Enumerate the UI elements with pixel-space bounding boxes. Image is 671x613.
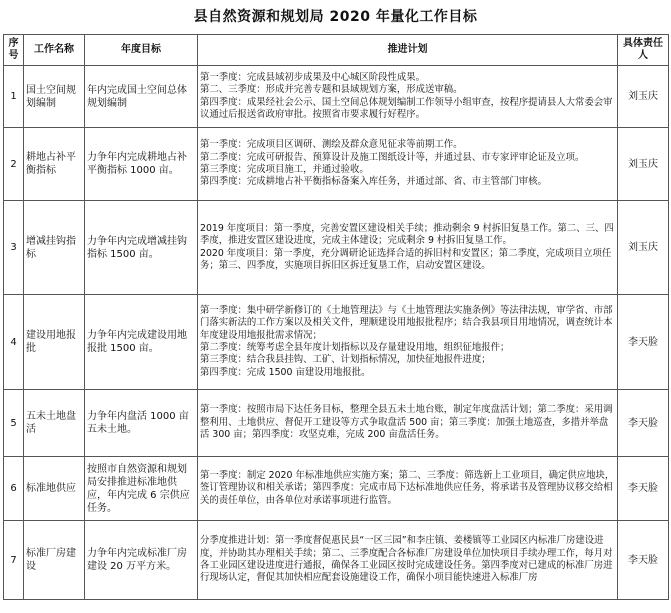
cell-no: 1 bbox=[4, 66, 24, 128]
cell-person: 刘玉庆 bbox=[618, 66, 669, 128]
cell-plan: 第一季度：完成县域初步成果及中心城区阶段性成果。 第二、三季度：形成并完善专题和县域规划方案，形成送审稿。 第四季度：成果经社会公示、国土空间总体规划编制工作领导小组审查，按程序提请县人大常委会审议通过后报送省政府审批。按照省市要求履行好程序。 bbox=[198, 66, 618, 128]
cell-goal: 力争年内完成增减挂钩指标 1500 亩。 bbox=[85, 201, 198, 295]
cell-goal: 按照市自然资源和规划局安排推进标准地供应，年内完成 6 宗供应任务。 bbox=[85, 457, 198, 521]
table-row bbox=[4, 390, 669, 457]
cell-person: 李天脸 bbox=[618, 295, 669, 390]
page-title: 县自然资源和规划局 2020 年量化工作目标 bbox=[193, 9, 478, 25]
header-name: 工作名称 bbox=[24, 35, 85, 66]
cell-goal: 力争年内完成标准厂房建设 20 万平方米。 bbox=[85, 521, 198, 600]
header-no: 序号 bbox=[4, 35, 24, 66]
cell-goal: 力争年内完成建设用地报批 1500 亩。 bbox=[85, 295, 198, 390]
work-target-table bbox=[3, 34, 669, 600]
cell-person: 刘玉庆 bbox=[618, 128, 669, 201]
cell-no: 6 bbox=[4, 457, 24, 521]
table-row bbox=[4, 201, 669, 295]
cell-goal: 力争年内完成耕地占补平衡指标 1000 亩。 bbox=[85, 128, 198, 201]
table-row bbox=[4, 66, 669, 128]
header-goal: 年度目标 bbox=[85, 35, 198, 66]
cell-no: 5 bbox=[4, 390, 24, 457]
cell-person: 李天脸 bbox=[618, 521, 669, 600]
cell-person: 李天脸 bbox=[618, 390, 669, 457]
cell-no: 3 bbox=[4, 201, 24, 295]
cell-name: 建设用地报批 bbox=[24, 295, 85, 390]
cell-plan: 第一季度：按照市局下达任务目标，整理全县五未土地台账，制定年度盘活计划；第二季度：采用调整利用、土地供应、督促开工建设等方式争取盘活 500 亩；第三季度：加强土地巡查，多措并举盘活 300 亩；第四季度：攻坚克难，完成 200 亩盘活任务。 bbox=[198, 390, 618, 457]
cell-name: 国土空间规划编制 bbox=[24, 66, 85, 128]
table-body bbox=[4, 66, 669, 600]
header-person: 具体责任人 bbox=[618, 35, 669, 66]
cell-no: 7 bbox=[4, 521, 24, 600]
cell-name: 标准地供应 bbox=[24, 457, 85, 521]
cell-name: 标准厂房建设 bbox=[24, 521, 85, 600]
table-header-row bbox=[4, 35, 669, 66]
header-plan: 推进计划 bbox=[198, 35, 618, 66]
cell-plan: 第一季度：集中研学新修订的《土地管理法》与《土地管理法实施条例》等法律法规，审学省、市部门落实新法的工作方案以及相关文件，理顺建设用地报批程序；结合我县项目用地情况，调查统计本年度建设用地报批需求情况； 第二季度：统筹考虑全县年度计划指标以及存量建设用地，组织征地报件； 第三季度：结合我县挂钩、工矿、计划指标情况，加快征地报件进度； 第四季度：完成 1500 亩建设用地报批。 bbox=[198, 295, 618, 390]
cell-no: 4 bbox=[4, 295, 24, 390]
cell-plan: 分季度推进计划：第一季度督促惠民县“一区三园”和李庄镇、姜楼镇等工业园区内标准厂房建设进度，并协助其办理相关手续；第二、三季度配合各标准厂房建设单位加快项目手续办理工作，每月对各工业园区建设进度进行通报，确保各工业园区按时完成建设任务。第四季度对已建成的标准厂房进行现场认定，督促其加快相应配套设施建设工作，确保小项目能快速进入标准厂房 bbox=[198, 521, 618, 600]
cell-plan: 第一季度：制定 2020 年标准地供应实施方案；第二、三季度：筛选新上工业项目，确定供应地块，签订管理协议和相关承诺；第四季度：完成市局下达标准地供应任务，将承诺书及管理协议移交给相关的责任单位，由各单位对承诺事项进行监管。 bbox=[198, 457, 618, 521]
cell-name: 五未土地盘活 bbox=[24, 390, 85, 457]
table-row bbox=[4, 521, 669, 600]
cell-person: 李天脸 bbox=[618, 457, 669, 521]
table-row bbox=[4, 128, 669, 201]
cell-goal: 年内完成国土空间总体规划编制 bbox=[85, 66, 198, 128]
cell-plan: 2019 年度项目：第一季度，完善安置区建设相关手续；推动剩余 9 村拆旧复垦工作。第二、三、四季度，推进安置区建设进度，完成主体建设；完成剩余 9 村拆旧复垦工作。 2020 年度项目：第一季度，充分调研论证选择合适的拆旧村和安置区；第二季度，完成项目立项任务；第三、四季度，实施项目拆旧区拆迁复垦工作，启动安置区建设。 bbox=[198, 201, 618, 295]
cell-person: 刘玉庆 bbox=[618, 201, 669, 295]
cell-name: 增减挂钩指标 bbox=[24, 201, 85, 295]
table-row bbox=[4, 457, 669, 521]
cell-no: 2 bbox=[4, 128, 24, 201]
cell-plan: 第一季度：完成项目区调研、测绘及群众意见征求等前期工作。 第二季度：完成可研报告、预算设计及施工图纸设计等，并通过县、市专家评审论证及立项。 第三季度：完成项目施工，并通过验收。 第四季度：完成耕地占补平衡指标备案入库任务，并通过部、省、市主管部门审核。 bbox=[198, 128, 618, 201]
cell-goal: 力争年内盘活 1000 亩五未土地。 bbox=[85, 390, 198, 457]
table-row bbox=[4, 295, 669, 390]
cell-name: 耕地占补平衡指标 bbox=[24, 128, 85, 201]
